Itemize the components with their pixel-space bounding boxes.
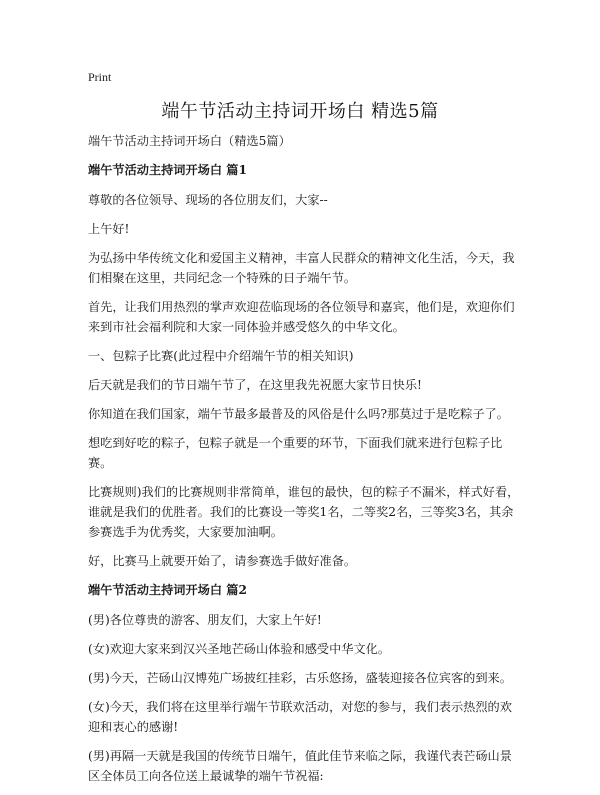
document-subtitle: 端午节活动主持词开场白（精选5篇）	[88, 134, 291, 148]
paragraph: (男)再隔一天就是我国的传统节日端午，值此佳节来临之际，我谨代表芒砀山景区全体员工向各位送上最诚挚的端午节祝福:	[88, 749, 512, 783]
paragraph: 首先，让我们用热烈的掌声欢迎莅临现场的各位领导和嘉宾，他们是，欢迎你们来到市社会福利院和大家一同体验并感受悠久的中华文化。	[88, 300, 515, 334]
paragraph: (女)今天，我们将在这里举行端午节联欢活动，对您的参与，我们表示热烈的欢迎和衷心的感谢!	[88, 700, 512, 734]
paragraph: (男)各位尊贵的游客、朋友们，大家上午好!	[88, 613, 322, 627]
print-label[interactable]: Print	[88, 70, 112, 84]
paragraph: 后天就是我们的节日端午节了，在这里我先祝愿大家节日快乐!	[88, 378, 422, 392]
paragraph: 上午好!	[88, 222, 130, 236]
page-title: 端午节活动主持词开场白 精选5篇	[161, 101, 439, 122]
section-heading-2: 端午节活动主持词开场白 篇2	[88, 583, 247, 597]
section-heading-1: 端午节活动主持词开场白 篇1	[88, 163, 247, 177]
paragraph: 一、包粽子比赛(此过程中介绍端午节的相关知识)	[88, 349, 354, 363]
document-body	[88, 131, 520, 795]
paragraph: (女)欢迎大家来到汉兴圣地芒砀山体验和感受中华文化。	[88, 642, 391, 656]
paragraph: 想吃到好吃的粽子，包粽子就是一个重要的环节，下面我们就来进行包粽子比赛。	[88, 436, 503, 470]
paragraph: 尊敬的各位领导、现场的各位朋友们，大家--	[88, 193, 328, 207]
paragraph: 你知道在我们国家，端午节最多最普及的风俗是什么吗?那莫过于是吃粽子了。	[88, 407, 509, 421]
paragraph: 好，比赛马上就要开始了，请参赛选手做好准备。	[88, 554, 357, 568]
paragraph: (男)今天，芒砀山汉博苑广场披红挂彩，古乐悠扬，盛装迎接各位宾客的到来。	[88, 671, 512, 685]
paragraph: 比赛规则)我们的比赛规则非常简单，谁包的最快，包的粽子不漏米，样式好看，谁就是我们的优胜者。我们的比赛设一等奖1名，二等奖2名，三等奖3名，其余参赛选手为优秀奖，大家要加油啊。	[88, 485, 520, 539]
paragraph: 为弘扬中华传统文化和爱国主义精神，丰富人民群众的精神文化生活，今天，我们相聚在这里，共同纪念一个特殊的日子端午节。	[88, 251, 515, 285]
